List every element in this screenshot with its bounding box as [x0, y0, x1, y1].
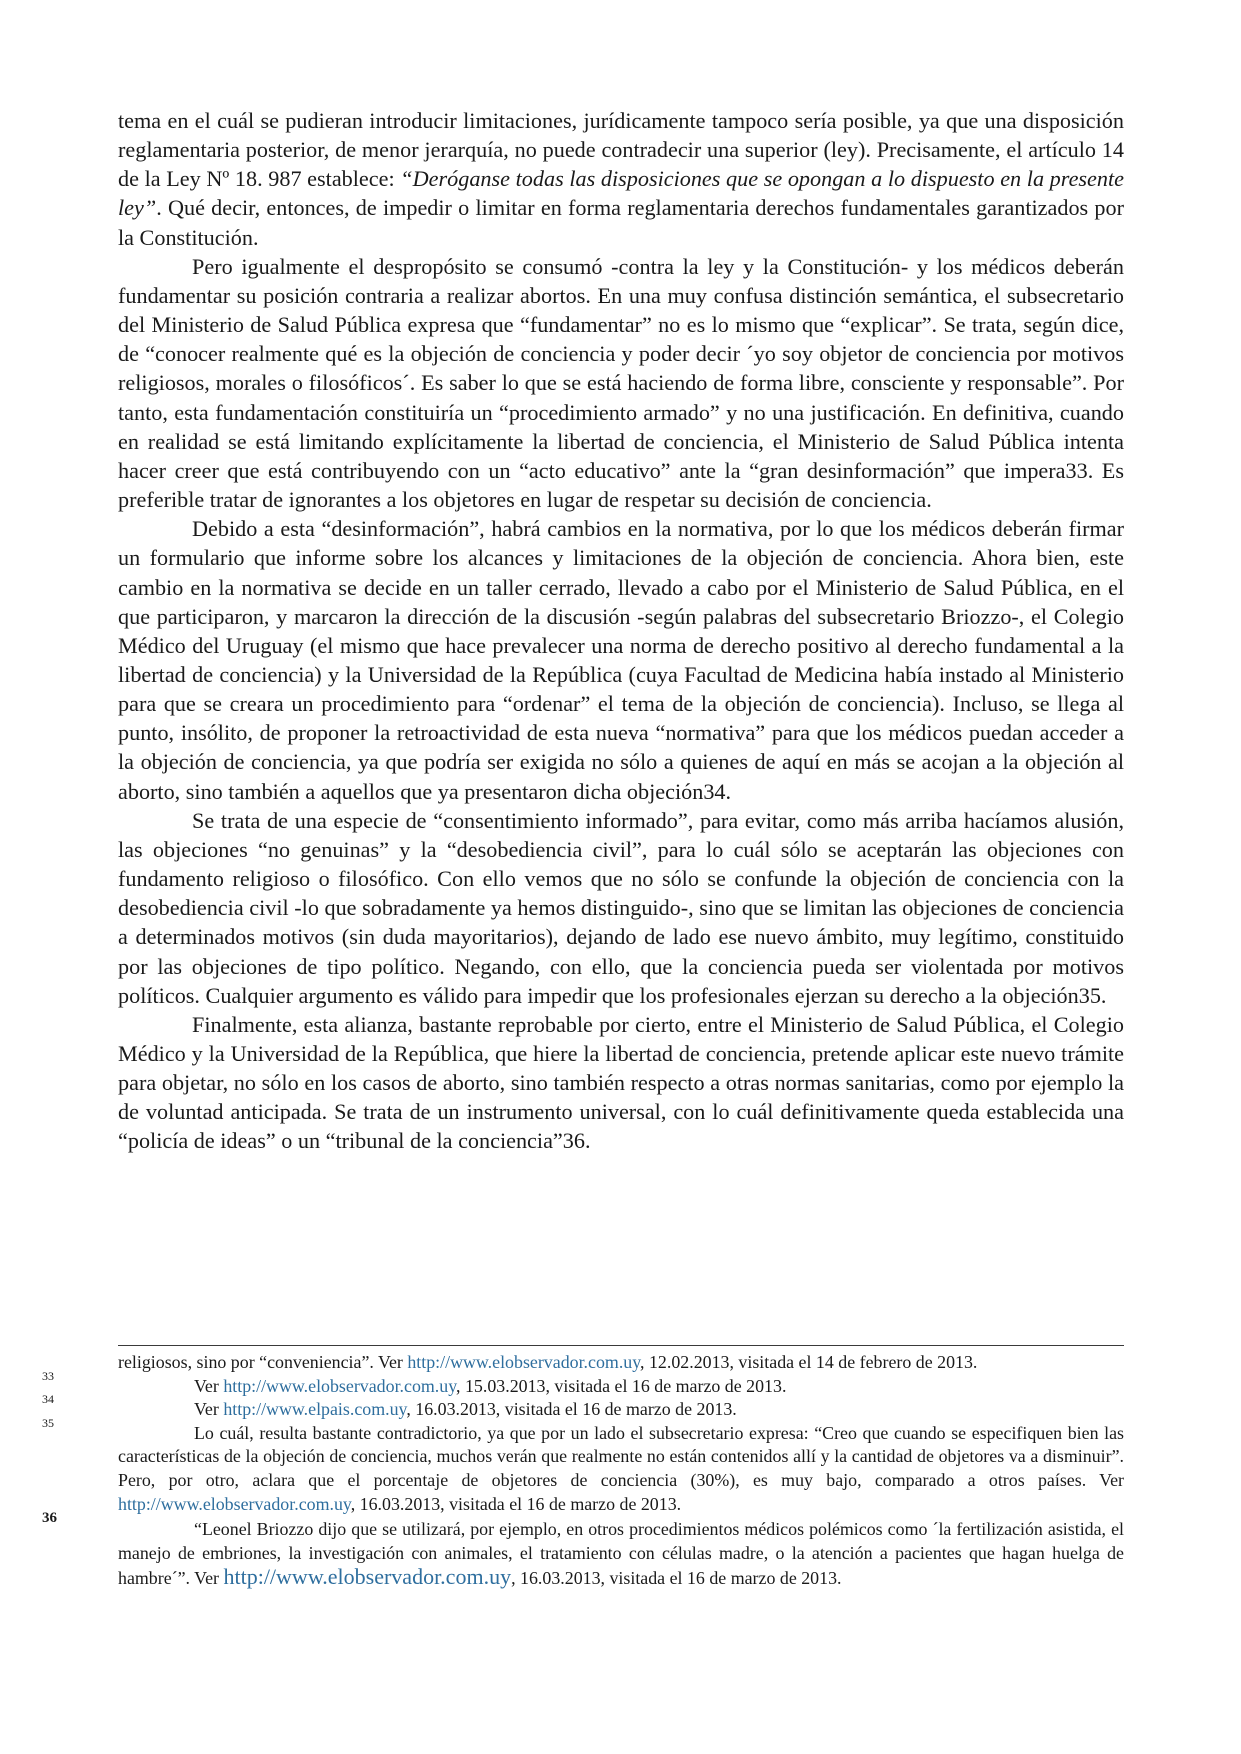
footnote-number: 36 — [42, 1510, 57, 1527]
footnote-link[interactable]: http://www.elobservador.com.uy — [407, 1352, 641, 1372]
paragraph-4: Se trata de una especie de “consentimiento informado”, para evitar, como más arriba hacíamos alusión, las objeciones “no genuinas” y la “desobediencia civil”, para lo cuál sólo se aceptarán las objeciones con fundamento religioso o filosófico. Con ello vemos que no sólo se confunde la objeción de conciencia con la desobediencia civil -lo que sobradamente ya hemos distinguido-, sino que se limitan las objeciones de conciencia a determinados motivos (sin duda mayoritarios), dejando de lado ese nuevo ámbito, muy legítimo, constituido por las objeciones de tipo político. Negando, con ello, que la conciencia pueda ser violentada por motivos políticos. Cualquier argumento es válido para impedir que los profesionales ejerzan su derecho a la objeción35. — [118, 807, 1124, 1008]
footnote-number: 34 — [42, 1392, 54, 1407]
paragraph-1: tema en el cuál se pudieran introducir limitaciones, jurídicamente tampoco sería posible, ya que una disposición reglamentaria posterior, de menor jerarquía, no puede contradecir una superior (ley). Precisamente, el artículo 14 de la Ley Nº 18. 987 establece: “Deróganse todas las disposiciones que se opongan a lo dispuesto en la presente ley”. Qué decir, entonces, de impedir o limitar en forma reglamentaria derechos fundamentales garantizados por la Constitución. — [118, 108, 1125, 250]
footnote-continuation: religiosos, sino por “conveniencia”. Ver http://www.elobservador.com.uy, 12.02.2013, visitada el 14 de febrero de 2013. — [118, 1352, 978, 1372]
footnote-link[interactable]: http://www.elobservador.com.uy — [223, 1375, 457, 1396]
footnote-34: 34 Ver http://www.elpais.com.uy, 16.03.2013, visitada el 16 de marzo de 2013. — [42, 1392, 737, 1420]
law-quote: “Deróganse todas las disposiciones que se opongan a lo dispuesto en la presente ley” — [118, 166, 1125, 221]
paragraph-5: Finalmente, esta alianza, bastante reprobable por cierto, entre el Ministerio de Salud Pública, el Colegio Médico y la Universidad de la República, que hiere la libertad de conciencia, pretende aplicar este nuevo trámite para objetar, no sólo en los casos de aborto, sino también respecto a otras normas sanitarias, como por ejemplo la de voluntad anticipada. Se trata de un instrumento universal, con lo cuál definitivamente queda establecida una “policía de ideas” o un “tribunal de la conciencia”36. — [118, 1011, 1124, 1154]
footnote-36: 36 “Leonel Briozzo dijo que se utilizará, por ejemplo, en otros procedimientos médicos polémicos como ´la fertilización asistida, el manejo de embriones, la investigación con animales, el tratamiento con células madre, o la atención a pacientes que hagan huelga de hambre´”. Ver http://www.elobservador.com.uy, 16.03.2013, visitada el 16 de marzo de 2013. — [42, 1510, 1124, 1590]
main-text — [118, 106, 1124, 1156]
footnote-35: 35 Lo cuál, resulta bastante contradictorio, ya que por un lado el subsecretario expresa: “Creo que cuando se especifiquen bien las características de la objeción de conciencia, muchos verán que realmente no están contenidos allí y la cantidad de objetores va a disminuir”. Pero, por otro, aclara que el porcentaje de objetores de conciencia (30%), es muy bajo, comparado a otros países. Ver http://www.elobservador.com.uy, 16.03.2013, visitada el 16 de marzo de 2013. — [42, 1415, 1124, 1514]
footnote-link[interactable]: http://www.elobservador.com.uy — [118, 1493, 351, 1514]
paragraph-3: Debido a esta “desinformación”, habrá cambios en la normativa, por lo que los médicos deberán firmar un formulario que informe sobre los alcances y limitaciones de la objeción de conciencia. Ahora bien, este cambio en la normativa se decide en un taller cerrado, llevado a cabo por el Ministerio de Salud Pública, en el que participaron, y marcaron la dirección de la discusión -según palabras del subsecretario Briozzo-, el Colegio Médico del Uruguay (el mismo que hace prevalecer una norma de derecho positivo al derecho fundamental a la libertad de conciencia) y la Universidad de la República (cuya Facultad de Medicina había instado al Ministerio para que se creara un procedimiento para “ordenar” el tema de la objeción de conciencia). Incluso, se llega al punto, insólito, de proponer la retroactividad de esta nueva “normativa” para que los médicos puedan acceder a la objeción de conciencia, ya que podría ser exigida no sólo a quienes de aquí en más se acojan a la objeción al aborto, sino también a aquellos que ya presentaron dicha objeción34. — [118, 516, 1124, 804]
footnote-33: 33 Ver http://www.elobservador.com.uy, 15.03.2013, visitada el 16 de marzo de 2013. — [42, 1368, 787, 1396]
footnote-number: 35 — [42, 1415, 54, 1430]
footnote-separator — [118, 1345, 1124, 1346]
paragraph-2: Pero igualmente el despropósito se consumó -contra la ley y la Constitución- y los médicos deberán fundamentar su posición contraria a realizar abortos. En una muy confusa distinción semántica, el subsecretario del Ministerio de Salud Pública expresa que “fundamentar” no es lo mismo que “explicar”. Se trata, según dice, de “conocer realmente qué es la objeción de conciencia y poder decir ´yo soy objetor de conciencia por motivos religiosos, morales o filosóficos´. Es saber lo que se está haciendo de forma libre, consciente y responsable”. Por tanto, esta fundamentación constituiría un “procedimiento armado” y no una justificación. En definitiva, cuando en realidad se está limitando explícitamente la libertad de conciencia, el Ministerio de Salud Pública intenta hacer creer que está contribuyendo con un “acto educativo” ante la “gran desinformación” que impera33. Es preferible tratar de ignorantes a los objetores en lugar de respetar su decisión de conciencia. — [118, 253, 1124, 513]
footnote-number: 33 — [42, 1368, 54, 1383]
footnote-link[interactable]: http://www.elpais.com.uy — [223, 1399, 407, 1420]
footnote-link[interactable]: http://www.elobservador.com.uy — [223, 1564, 512, 1590]
footnotes — [42, 1351, 1124, 1591]
